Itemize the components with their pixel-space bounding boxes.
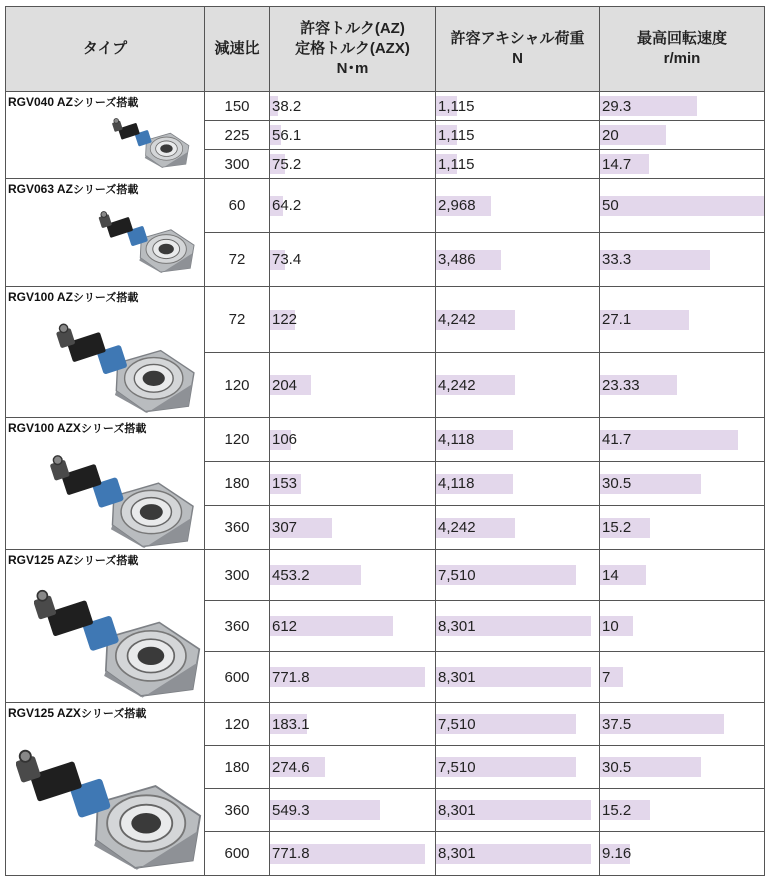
- speed-cell: [600, 353, 765, 418]
- model-suffix: シリーズ搭載: [80, 423, 147, 435]
- ratio-cell: 72: [205, 233, 270, 287]
- axial-value: 7,510: [438, 566, 476, 584]
- speed-bar: [600, 196, 765, 216]
- torque-value: 56.1: [272, 126, 302, 144]
- speed-cell: [600, 601, 765, 652]
- torque-cell: [270, 462, 436, 506]
- model-suffix: シリーズ搭載: [72, 292, 139, 304]
- rotary-actuator-image: [94, 201, 200, 278]
- ratio-cell: 120: [205, 418, 270, 462]
- speed-value: 15.2: [602, 801, 632, 819]
- torque-cell: [270, 233, 436, 287]
- rotary-actuator-image: [34, 572, 201, 703]
- header-axial-line1: 許容アキシャル荷重: [450, 30, 585, 47]
- torque-value: 153: [272, 475, 298, 492]
- model-suffix: シリーズ搭載: [80, 708, 147, 720]
- axial-cell: [436, 550, 600, 601]
- ratio-cell: 600: [205, 652, 270, 703]
- header-type: タイプ: [6, 7, 205, 92]
- speed-value: 27.1: [602, 311, 632, 328]
- table-row: [6, 179, 765, 233]
- header-speed-line1: 最高回転速度: [636, 30, 727, 47]
- axial-cell: [436, 233, 600, 287]
- table-row: [6, 418, 765, 462]
- axial-value: 1,115: [438, 126, 475, 144]
- torque-cell: [270, 746, 436, 789]
- axial-cell: [436, 703, 600, 746]
- speed-value: 14.7: [602, 155, 632, 173]
- header-axial: [436, 7, 600, 92]
- ratio-cell: 600: [205, 832, 270, 876]
- spec-table: [5, 6, 765, 876]
- rotary-actuator-icon: [94, 201, 200, 273]
- speed-cell: [600, 832, 765, 876]
- torque-value: 274.6: [272, 758, 310, 776]
- ratio-cell: 360: [205, 506, 270, 550]
- speed-value: 23.33: [602, 376, 640, 394]
- speed-value: 14: [602, 566, 619, 584]
- model-cell: [6, 92, 205, 179]
- torque-cell: [270, 601, 436, 652]
- axial-value: 1,115: [438, 97, 475, 115]
- torque-cell: [270, 550, 436, 601]
- torque-cell: [270, 418, 436, 462]
- axial-cell: [436, 150, 600, 179]
- model-suffix: シリーズ搭載: [72, 184, 139, 196]
- spec-table-body: [6, 92, 765, 876]
- axial-value: 8,301: [438, 845, 476, 862]
- speed-value: 30.5: [602, 758, 632, 776]
- torque-value: 73.4: [272, 251, 302, 268]
- ratio-cell: 120: [205, 353, 270, 418]
- speed-cell: [600, 287, 765, 353]
- torque-value: 612: [272, 617, 298, 635]
- torque-value: 106: [272, 431, 298, 448]
- table-row: [6, 92, 765, 121]
- torque-value: 122: [272, 311, 298, 328]
- model-name: [8, 94, 138, 110]
- model-code: RGV063: [8, 182, 55, 196]
- torque-value: 453.2: [272, 566, 310, 584]
- model-code: RGV040: [8, 95, 55, 109]
- speed-value: 7: [602, 668, 611, 686]
- axial-value: 7,510: [438, 758, 476, 776]
- model-cell: [6, 418, 205, 550]
- model-variant: AZ: [56, 182, 73, 196]
- torque-cell: [270, 789, 436, 832]
- speed-value: 41.7: [602, 431, 632, 448]
- ratio-cell: 300: [205, 550, 270, 601]
- model-name: [8, 552, 138, 568]
- torque-cell: [270, 506, 436, 550]
- model-code: RGV100: [8, 290, 55, 304]
- speed-cell: [600, 233, 765, 287]
- rotary-actuator-icon: [101, 110, 201, 168]
- header-torque-line1: 許容トルク(AZ): [300, 20, 405, 37]
- model-name: [8, 289, 138, 305]
- axial-value: 8,301: [438, 801, 476, 819]
- torque-value: 549.3: [272, 801, 310, 819]
- model-code: RGV100: [8, 421, 55, 435]
- torque-cell: [270, 287, 436, 353]
- torque-cell: [270, 652, 436, 703]
- ratio-cell: 150: [205, 92, 270, 121]
- ratio-cell: 180: [205, 462, 270, 506]
- axial-value: 4,118: [438, 475, 475, 492]
- rotary-actuator-image: [44, 440, 201, 550]
- model-variant: AZX: [56, 706, 81, 720]
- header-torque-line2: 定格トルク(AZX): [295, 40, 410, 57]
- axial-value: 4,118: [438, 431, 475, 448]
- model-code: RGV125: [8, 553, 55, 567]
- model-variant: AZ: [56, 553, 73, 567]
- speed-cell: [600, 746, 765, 789]
- axial-cell: [436, 418, 600, 462]
- rotary-actuator-image: [51, 309, 201, 418]
- rotary-actuator-image: [101, 110, 201, 173]
- speed-value: 33.3: [602, 251, 632, 268]
- rotary-actuator-icon: [44, 440, 201, 548]
- model-variant: AZ: [56, 290, 73, 304]
- torque-cell: [270, 179, 436, 233]
- header-torque: [270, 7, 436, 92]
- torque-value: 38.2: [272, 97, 302, 115]
- torque-value: 75.2: [272, 155, 302, 173]
- speed-value: 20: [602, 126, 619, 144]
- torque-value: 307: [272, 519, 298, 536]
- speed-value: 10: [602, 617, 619, 635]
- model-name: [8, 705, 146, 721]
- speed-cell: [600, 179, 765, 233]
- axial-cell: [436, 462, 600, 506]
- model-suffix: シリーズ搭載: [72, 555, 139, 567]
- table-row: [6, 287, 765, 353]
- torque-value: 771.8: [272, 668, 310, 686]
- torque-value: 204: [272, 376, 298, 394]
- torque-cell: [270, 353, 436, 418]
- ratio-cell: 360: [205, 789, 270, 832]
- model-name: [8, 181, 138, 197]
- model-code: RGV125: [8, 706, 55, 720]
- torque-value: 64.2: [272, 197, 302, 214]
- torque-value: 771.8: [272, 845, 310, 862]
- torque-cell: [270, 832, 436, 876]
- axial-cell: [436, 652, 600, 703]
- axial-value: 4,242: [438, 519, 476, 536]
- axial-cell: [436, 121, 600, 150]
- axial-cell: [436, 789, 600, 832]
- speed-value: 15.2: [602, 519, 632, 536]
- ratio-cell: 120: [205, 703, 270, 746]
- speed-cell: [600, 550, 765, 601]
- speed-value: 29.3: [602, 97, 632, 115]
- model-variant: AZX: [56, 421, 81, 435]
- axial-cell: [436, 287, 600, 353]
- rotary-actuator-icon: [34, 572, 201, 698]
- speed-cell: [600, 418, 765, 462]
- axial-cell: [436, 506, 600, 550]
- torque-value: 183.1: [272, 715, 310, 733]
- speed-value: 9.16: [602, 845, 632, 862]
- model-cell: [6, 287, 205, 418]
- speed-cell: [600, 121, 765, 150]
- axial-cell: [436, 746, 600, 789]
- ratio-cell: 72: [205, 287, 270, 353]
- model-name: [8, 420, 146, 436]
- axial-cell: [436, 832, 600, 876]
- axial-cell: [436, 92, 600, 121]
- header-ratio: 減速比: [205, 7, 270, 92]
- axial-value: 8,301: [438, 617, 476, 635]
- ratio-cell: 360: [205, 601, 270, 652]
- rotary-actuator-icon: [16, 727, 202, 873]
- ratio-cell: 225: [205, 121, 270, 150]
- axial-cell: [436, 601, 600, 652]
- model-suffix: シリーズ搭載: [72, 97, 139, 109]
- axial-value: 2,968: [438, 197, 476, 214]
- table-row: [6, 703, 765, 746]
- axial-cell: [436, 353, 600, 418]
- ratio-cell: 180: [205, 746, 270, 789]
- torque-cell: [270, 92, 436, 121]
- speed-cell: [600, 789, 765, 832]
- model-cell: [6, 703, 205, 876]
- speed-value: 37.5: [602, 715, 632, 733]
- speed-cell: [600, 462, 765, 506]
- axial-value: 4,242: [438, 311, 476, 328]
- axial-value: 3,486: [438, 251, 476, 268]
- torque-cell: [270, 121, 436, 150]
- speed-value: 30.5: [602, 475, 632, 492]
- torque-cell: [270, 703, 436, 746]
- model-cell: [6, 179, 205, 287]
- table-row: [6, 550, 765, 601]
- speed-cell: [600, 92, 765, 121]
- model-cell: [6, 550, 205, 703]
- ratio-cell: 300: [205, 150, 270, 179]
- header-speed: [600, 7, 765, 92]
- speed-value: 50: [602, 197, 619, 214]
- header-torque-unit: N･m: [336, 60, 369, 77]
- speed-cell: [600, 150, 765, 179]
- axial-value: 8,301: [438, 668, 476, 686]
- torque-cell: [270, 150, 436, 179]
- header-row: [6, 7, 765, 92]
- rotary-actuator-icon: [51, 309, 201, 413]
- axial-value: 1,115: [438, 155, 475, 173]
- axial-cell: [436, 179, 600, 233]
- speed-cell: [600, 506, 765, 550]
- ratio-cell: 60: [205, 179, 270, 233]
- speed-cell: [600, 703, 765, 746]
- axial-value: 4,242: [438, 376, 476, 394]
- header-axial-unit: N: [512, 50, 523, 67]
- model-variant: AZ: [56, 95, 73, 109]
- axial-value: 7,510: [438, 715, 476, 733]
- rotary-actuator-image: [16, 727, 202, 876]
- speed-cell: [600, 652, 765, 703]
- header-speed-unit: r/min: [663, 50, 701, 67]
